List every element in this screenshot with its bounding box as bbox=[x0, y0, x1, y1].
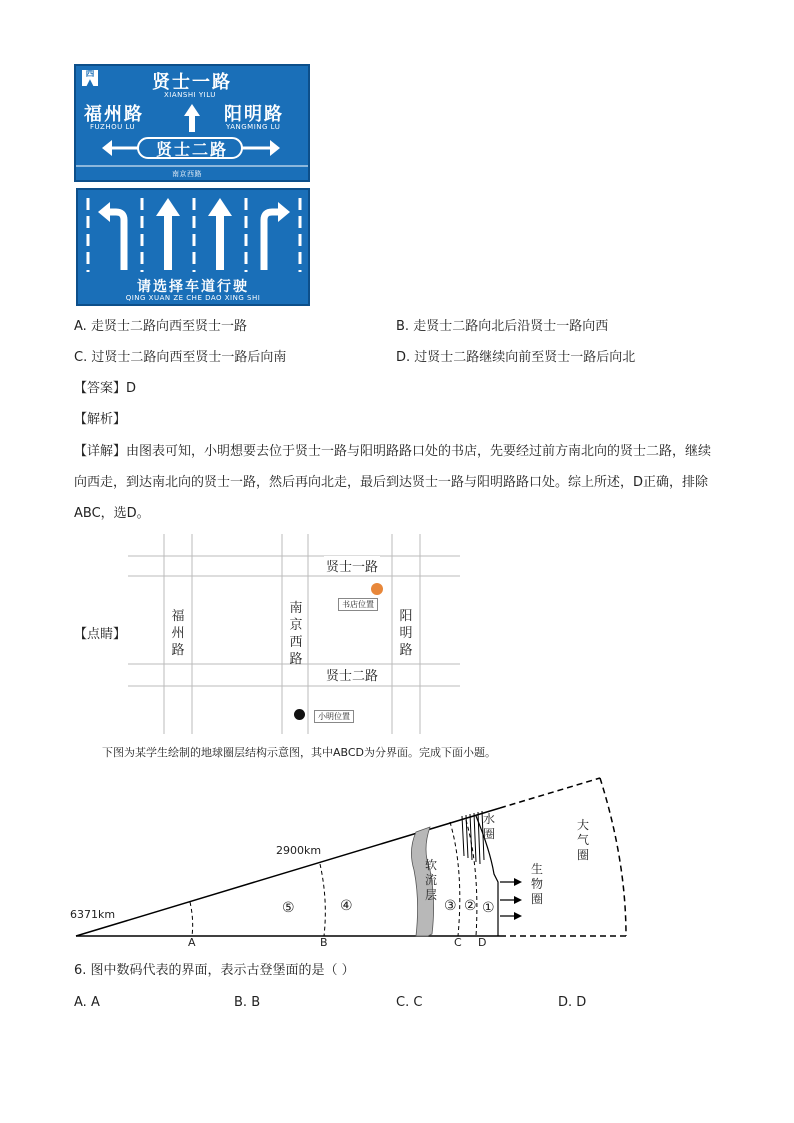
map-road-xianshi2: 贤士二路 bbox=[324, 665, 380, 684]
label-2900km: 2900km bbox=[276, 844, 322, 857]
label-hydrosphere: 水圈 bbox=[482, 812, 495, 841]
top-road-name: 贤士一路 bbox=[152, 72, 232, 93]
boundary-c: C bbox=[454, 936, 462, 949]
bottom-road-name: 南京西路 bbox=[172, 170, 202, 178]
road-sign-direction bbox=[74, 64, 310, 182]
q6-option-d: D. D bbox=[558, 995, 587, 1010]
answer-line: 【答案】D bbox=[74, 381, 137, 396]
street-map bbox=[128, 534, 460, 734]
left-road-pinyin: FUZHOU LU bbox=[90, 123, 136, 131]
option-a: A. 走贤士二路向西至贤士一路 bbox=[74, 319, 247, 334]
q6-option-a: A. A bbox=[74, 995, 100, 1010]
xiaoming-label: 小明位置 bbox=[314, 710, 354, 723]
q6-option-b: B. B bbox=[234, 995, 261, 1010]
label-6371km: 6371km bbox=[70, 908, 116, 921]
right-road-pinyin: YANGMING LU bbox=[226, 123, 281, 131]
tip-heading: 【点睛】 bbox=[74, 627, 127, 642]
q6-stem: 6. 图中数码代表的界面，表示古登堡面的是（ ） bbox=[74, 963, 355, 978]
layer-2: ② bbox=[464, 898, 477, 914]
road-sign-lanes bbox=[76, 188, 310, 306]
q6-intro: 下图为某学生绘制的地球圈层结构示意图，其中ABCD为分界面。完成下面小题。 bbox=[102, 746, 497, 759]
analysis-heading: 【解析】 bbox=[74, 412, 127, 427]
q6-option-c: C. C bbox=[396, 995, 423, 1010]
bookstore-label: 书店位置 bbox=[338, 598, 378, 611]
map-road-yangming: 阳明路 bbox=[399, 609, 413, 658]
boundary-d: D bbox=[478, 936, 487, 949]
current-road-name: 贤士二路 bbox=[156, 140, 229, 159]
option-d: D. 过贤士二路继续向前至贤士一路后向北 bbox=[396, 350, 636, 365]
layer-4: ④ bbox=[340, 898, 353, 914]
boundary-a: A bbox=[188, 936, 196, 949]
label-biosphere: 生物圈 bbox=[530, 862, 543, 906]
top-road-pinyin: XIANSHI YILU bbox=[164, 91, 216, 99]
earth-layers-diagram bbox=[70, 770, 670, 950]
lane-sign-title: 请选择车道行驶 bbox=[137, 279, 249, 295]
layer-5: ⑤ bbox=[282, 900, 295, 916]
layer-1: ① bbox=[482, 900, 495, 916]
label-atmosphere: 大气圈 bbox=[576, 818, 589, 862]
lane-sign-pinyin: QING XUAN ZE CHE DAO XING SHI bbox=[125, 294, 261, 302]
label-asthenosphere: 软流层 bbox=[424, 858, 437, 902]
layer-3: ③ bbox=[444, 898, 457, 914]
option-c: C. 过贤士二路向西至贤士一路后向南 bbox=[74, 350, 287, 365]
xiaoming-marker bbox=[294, 709, 305, 720]
map-road-xianshi1: 贤士一路 bbox=[324, 556, 380, 575]
boundary-b: B bbox=[320, 936, 328, 949]
detail-paragraph: 【详解】由图表可知，小明想要去位于贤士一路与阳明路路口处的书店，先要经过前方南北向的贤士二路，继续向西走，到达南北向的贤士一路，然后再向北走，最后到达贤士一路与阳明路路口处。综上所述，D正确，排除ABC，选D。 bbox=[74, 444, 712, 521]
bookstore-marker bbox=[371, 583, 383, 595]
map-road-fuzhou: 福州路 bbox=[171, 609, 185, 658]
west-badge: 西 ▲ bbox=[82, 70, 98, 86]
right-road-name: 阳明路 bbox=[224, 104, 284, 125]
option-b: B. 走贤士二路向北后沿贤士一路向西 bbox=[396, 319, 609, 334]
map-road-nanjingxi: 南京西路 bbox=[289, 601, 303, 667]
left-road-name: 福州路 bbox=[84, 104, 144, 125]
